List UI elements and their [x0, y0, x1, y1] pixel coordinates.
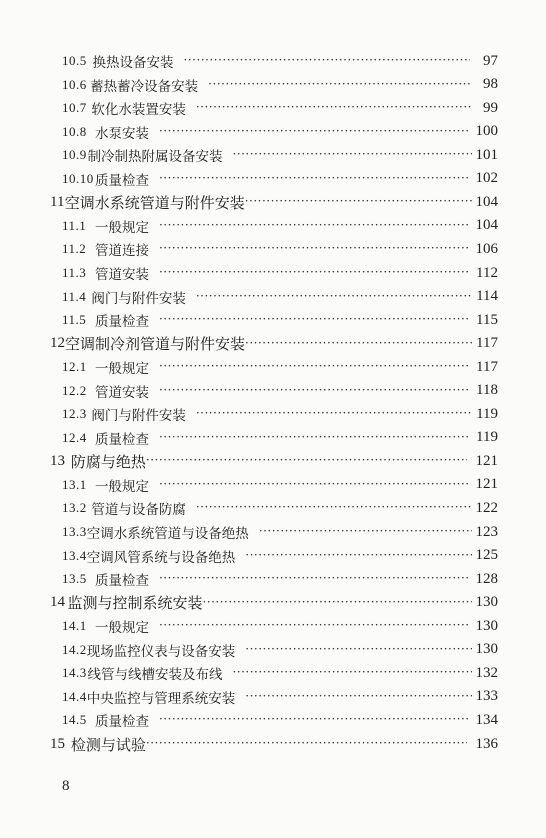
- toc-section-entry: [0, 545, 546, 567]
- entry-number: 11.2: [62, 241, 87, 257]
- entry-title: 管道安装: [94, 267, 149, 283]
- entry-number: 14.3: [62, 665, 87, 681]
- dot-leader: [232, 666, 471, 680]
- entry-number: 10.5: [62, 53, 87, 68]
- toc-chapter-entry: [0, 450, 546, 472]
- entry-number: 12.1: [62, 359, 87, 375]
- entry-page-number: 122: [475, 499, 499, 516]
- entry-title: 现场监控仪表与设备安装: [86, 643, 236, 660]
- toc-section-entry: [0, 521, 546, 543]
- entry-title: 水泵安装: [94, 125, 149, 142]
- toc-section-entry: [0, 286, 546, 308]
- entry-number: 14.1: [62, 618, 87, 634]
- entry-title: 一般规定: [94, 219, 149, 236]
- toc-chapter-entry: [0, 733, 546, 755]
- entry-title: 软化水装置安装: [91, 102, 186, 119]
- entry-title: 监测与控制系统安装: [67, 594, 203, 613]
- toc-section-entry: [0, 709, 546, 731]
- dot-leader: [196, 290, 471, 304]
- entry-number: 12.3: [62, 406, 87, 422]
- toc-section-entry: [0, 144, 546, 166]
- dot-leader: [159, 384, 468, 398]
- entry-title: 管道连接: [94, 243, 149, 260]
- entry-page-number: 118: [476, 382, 498, 399]
- dot-leader: [245, 195, 472, 209]
- entry-number: 12.2: [62, 382, 87, 398]
- dot-leader: [208, 78, 472, 92]
- entry-number: 13: [50, 452, 65, 469]
- toc-section-entry: [0, 380, 546, 402]
- entry-title: 质量检查: [94, 431, 149, 448]
- dot-leader: [184, 54, 471, 68]
- entry-page-number: 130: [475, 617, 498, 634]
- entry-number: 12: [50, 335, 65, 352]
- dot-leader: [196, 501, 471, 515]
- entry-page-number: 133: [475, 688, 498, 705]
- toc-section-entry: [0, 74, 546, 96]
- toc-section-entry: [0, 427, 546, 449]
- entry-title: 空调水系统管道与设备绝热: [86, 526, 249, 542]
- entry-number: 10.10: [62, 170, 94, 186]
- entry-title: 一般规定: [94, 361, 149, 378]
- entry-page-number: 130: [475, 641, 498, 658]
- dot-leader: [196, 101, 471, 115]
- entry-title: 蓄热蓄冷设备安装: [90, 78, 199, 95]
- entry-number: 11.1: [62, 217, 87, 233]
- dot-leader: [159, 125, 468, 139]
- toc-section-entry: [0, 356, 546, 378]
- entry-title: 质量检查: [94, 172, 149, 189]
- dot-leader: [159, 619, 468, 633]
- entry-title: 检测与试验: [70, 735, 146, 754]
- entry-number: 14.2: [62, 641, 87, 657]
- dot-leader: [245, 337, 472, 351]
- toc-section-entry: [0, 403, 546, 425]
- entry-page-number: 134: [475, 711, 498, 728]
- entry-page-number: 112: [476, 264, 498, 281]
- entry-page-number: 106: [475, 240, 498, 257]
- entry-page-number: 99: [483, 99, 499, 116]
- entry-page-number: 121: [475, 452, 499, 469]
- entry-page-number: 123: [475, 523, 498, 540]
- entry-page-number: 104: [475, 193, 498, 210]
- entry-page-number: 117: [476, 358, 498, 375]
- dot-leader: [159, 360, 468, 374]
- entry-number: 10.7: [62, 100, 87, 116]
- dot-leader: [159, 431, 468, 445]
- toc-section-entry: [0, 97, 546, 119]
- entry-title: 空调水系统管道与附件安装: [64, 193, 245, 212]
- toc-section-entry: [0, 238, 546, 260]
- entry-number: 11.3: [62, 265, 87, 280]
- entry-number: 13.5: [62, 571, 87, 587]
- entry-number: 15: [50, 735, 65, 752]
- toc-chapter-entry: [0, 191, 546, 213]
- entry-page-number: 101: [475, 146, 498, 163]
- entry-number: 10.8: [62, 123, 87, 139]
- entry-number: 11.4: [62, 288, 87, 304]
- toc-section-entry: [0, 662, 546, 684]
- dot-leader: [245, 643, 471, 657]
- entry-title: 质量检查: [94, 573, 149, 590]
- toc-section-entry: [0, 121, 546, 143]
- entry-number: 14.5: [62, 712, 87, 728]
- toc-section-entry: [0, 497, 546, 519]
- entry-page-number: 121: [475, 476, 498, 493]
- toc-section-entry: [0, 615, 546, 637]
- toc-section-entry: [0, 639, 546, 661]
- entry-number: 13.4: [62, 547, 87, 563]
- entry-page-number: 102: [475, 170, 498, 187]
- entry-number: 12.4: [62, 429, 87, 445]
- dot-leader: [159, 242, 468, 256]
- entry-page-number: 117: [476, 335, 498, 352]
- toc-section-entry: [0, 309, 546, 331]
- page-number: 8: [62, 778, 70, 794]
- entry-title: 管道安装: [94, 384, 149, 401]
- entry-number: 10.9: [62, 147, 87, 163]
- entry-page-number: 104: [475, 217, 498, 234]
- dot-leader: [159, 713, 468, 727]
- entry-page-number: 125: [475, 547, 498, 563]
- entry-number: 11: [50, 193, 65, 210]
- toc-chapter-entry: [0, 333, 546, 355]
- toc-section-entry: [0, 686, 546, 708]
- entry-page-number: 132: [475, 664, 498, 681]
- toc-section-entry: [0, 474, 546, 496]
- dot-leader: [196, 407, 471, 421]
- entry-number: 13.2: [62, 500, 87, 516]
- entry-title: 一般规定: [94, 620, 149, 637]
- entry-title: 制冷制热附属设备安装: [87, 149, 223, 166]
- entry-page-number: 130: [475, 594, 498, 611]
- entry-number: 14: [50, 594, 65, 611]
- toc-section-entry: [0, 262, 546, 284]
- entry-page-number: 136: [475, 735, 499, 752]
- dot-leader: [159, 266, 468, 280]
- toc-section-entry: [0, 50, 546, 72]
- entry-page-number: 100: [475, 123, 498, 140]
- entry-title: 阀门与附件安装: [91, 408, 186, 425]
- dot-leader: [146, 737, 467, 751]
- toc-section-entry: [0, 168, 546, 190]
- dot-leader: [159, 172, 468, 186]
- dot-leader: [232, 148, 471, 162]
- entry-number: 13.1: [62, 476, 87, 492]
- entry-title: 质量检查: [94, 314, 149, 331]
- entry-title: 中央监控与管理系统安装: [86, 690, 236, 707]
- dot-leader: [159, 313, 468, 327]
- entry-title: 空调制冷剂管道与附件安装: [65, 335, 246, 354]
- toc-section-entry: [0, 215, 546, 237]
- dot-leader: [245, 549, 471, 563]
- entry-title: 一般规定: [94, 478, 149, 495]
- entry-title: 空调风管系统与设备绝热: [86, 549, 236, 566]
- entry-title: 换热设备安装: [92, 55, 174, 71]
- entry-page-number: 119: [476, 405, 499, 422]
- entry-title: 阀门与附件安装: [91, 290, 186, 307]
- entry-page-number: 97: [483, 52, 498, 69]
- toc-chapter-entry: [0, 592, 546, 614]
- entry-page-number: 114: [476, 288, 499, 304]
- dot-leader: [159, 219, 468, 233]
- dot-leader: [245, 690, 471, 704]
- entry-number: 13.3: [62, 524, 87, 539]
- dot-leader: [202, 596, 471, 610]
- dot-leader: [159, 478, 468, 492]
- dot-leader: [259, 525, 472, 539]
- entry-title: 管道与设备防腐: [91, 502, 186, 519]
- entry-title: 质量检查: [94, 714, 149, 731]
- entry-title: 线管与线槽安装及布线: [87, 667, 223, 684]
- entry-number: 14.4: [62, 688, 87, 704]
- entry-number: 11.5: [62, 312, 87, 328]
- entry-title: 防腐与绝热: [70, 452, 146, 471]
- entry-page-number: 128: [475, 570, 498, 587]
- dot-leader: [146, 454, 467, 468]
- entry-page-number: 115: [476, 311, 498, 328]
- entry-number: 10.6: [62, 76, 87, 92]
- entry-page-number: 98: [483, 76, 498, 92]
- toc-section-entry: [0, 568, 546, 590]
- dot-leader: [159, 572, 468, 586]
- entry-page-number: 119: [476, 429, 498, 446]
